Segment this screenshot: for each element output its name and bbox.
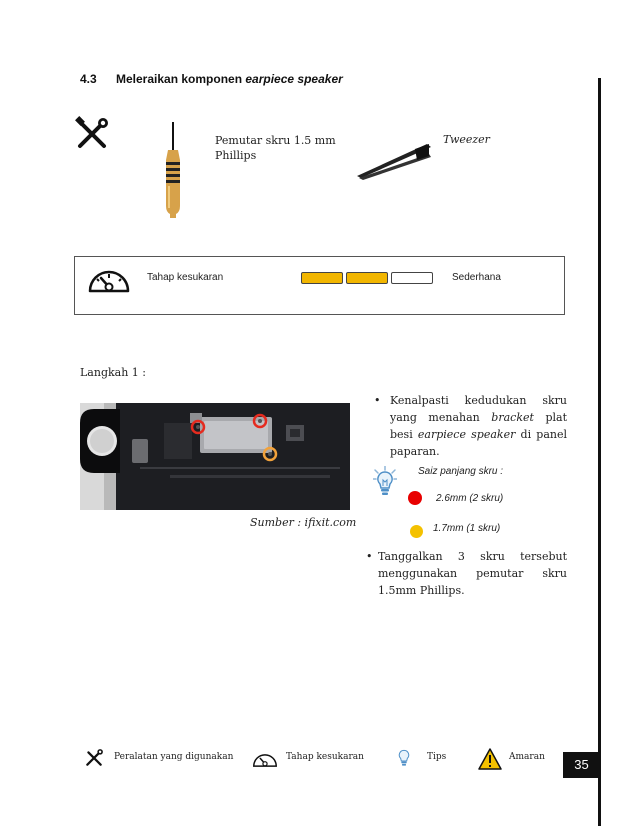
bullet1-text xyxy=(376,392,567,460)
difficulty-bar-1 xyxy=(301,272,343,284)
difficulty-box xyxy=(74,256,565,315)
red-screw-marker xyxy=(408,491,422,505)
bullet1-bracket: bracket xyxy=(491,411,534,424)
instruction-bullet-2 xyxy=(366,548,567,599)
bullet-dot: • xyxy=(366,550,373,563)
footer-tips-label: Tips xyxy=(427,752,447,762)
footer-warning-label: Amaran xyxy=(509,752,545,762)
section-number: 4.3 xyxy=(80,72,97,86)
tool-screwdriver-label xyxy=(215,133,355,163)
tool1-line1: Pemutar skru 1.5 mm xyxy=(215,134,336,147)
difficulty-bar-2 xyxy=(346,272,388,284)
yellow-screw-marker xyxy=(410,525,423,538)
bullet1-part-5: di panel paparan. xyxy=(390,428,567,458)
right-margin-rule xyxy=(598,78,601,826)
bullet1-earpiece: earpiece speaker xyxy=(417,428,516,441)
gauge-icon xyxy=(87,265,131,293)
bullet1-part-1: Kenalpasti kedudukan skru yang menahan xyxy=(390,394,567,424)
footer-difficulty-label: Tahap kesukaran xyxy=(286,752,364,762)
page-number: 35 xyxy=(563,752,600,778)
tweezer-image xyxy=(355,138,435,180)
section-title-emphasis: earpiece speaker xyxy=(245,72,343,86)
tool1-line2: Phillips xyxy=(215,149,257,162)
photo-illustration xyxy=(80,403,350,510)
difficulty-value: Sederhana xyxy=(452,272,501,283)
red-screw-label: 2.6mm (2 skru) xyxy=(436,493,504,504)
difficulty-meter xyxy=(301,272,433,284)
instruction-bullet-1 xyxy=(376,392,567,460)
earpiece-speaker-photo xyxy=(80,403,350,510)
difficulty-bar-3 xyxy=(391,272,433,284)
footer-tools-label: Peralatan yang digunakan xyxy=(114,752,234,762)
difficulty-label: Tahap kesukaran xyxy=(147,272,224,283)
yellow-screw-label: 1.7mm (1 skru) xyxy=(433,523,501,534)
photo-credit: Sumber : ifixit.com xyxy=(250,516,357,529)
section-title-text: Meleraikan komponen xyxy=(116,72,246,86)
tip-title: Saiz panjang skru : xyxy=(418,466,504,477)
step-label: Langkah 1 : xyxy=(80,366,146,379)
warning-icon xyxy=(478,748,502,770)
bullet2-text: Tanggalkan 3 skru tersebut menggunakan pemutar skru 1.5mm Phillips. xyxy=(378,550,567,597)
tools-icon xyxy=(74,116,110,152)
bullet1-part-3: plat besi xyxy=(390,411,567,441)
lightbulb-icon xyxy=(396,746,412,768)
section-heading xyxy=(80,72,343,86)
gauge-icon xyxy=(252,750,278,768)
tool-tweezer-label: Tweezer xyxy=(443,133,490,146)
tools-icon xyxy=(84,748,104,768)
lightbulb-icon xyxy=(373,466,397,498)
bullet-dot: • xyxy=(374,394,381,407)
screwdriver-image xyxy=(160,122,186,218)
footer-legend xyxy=(80,744,600,774)
